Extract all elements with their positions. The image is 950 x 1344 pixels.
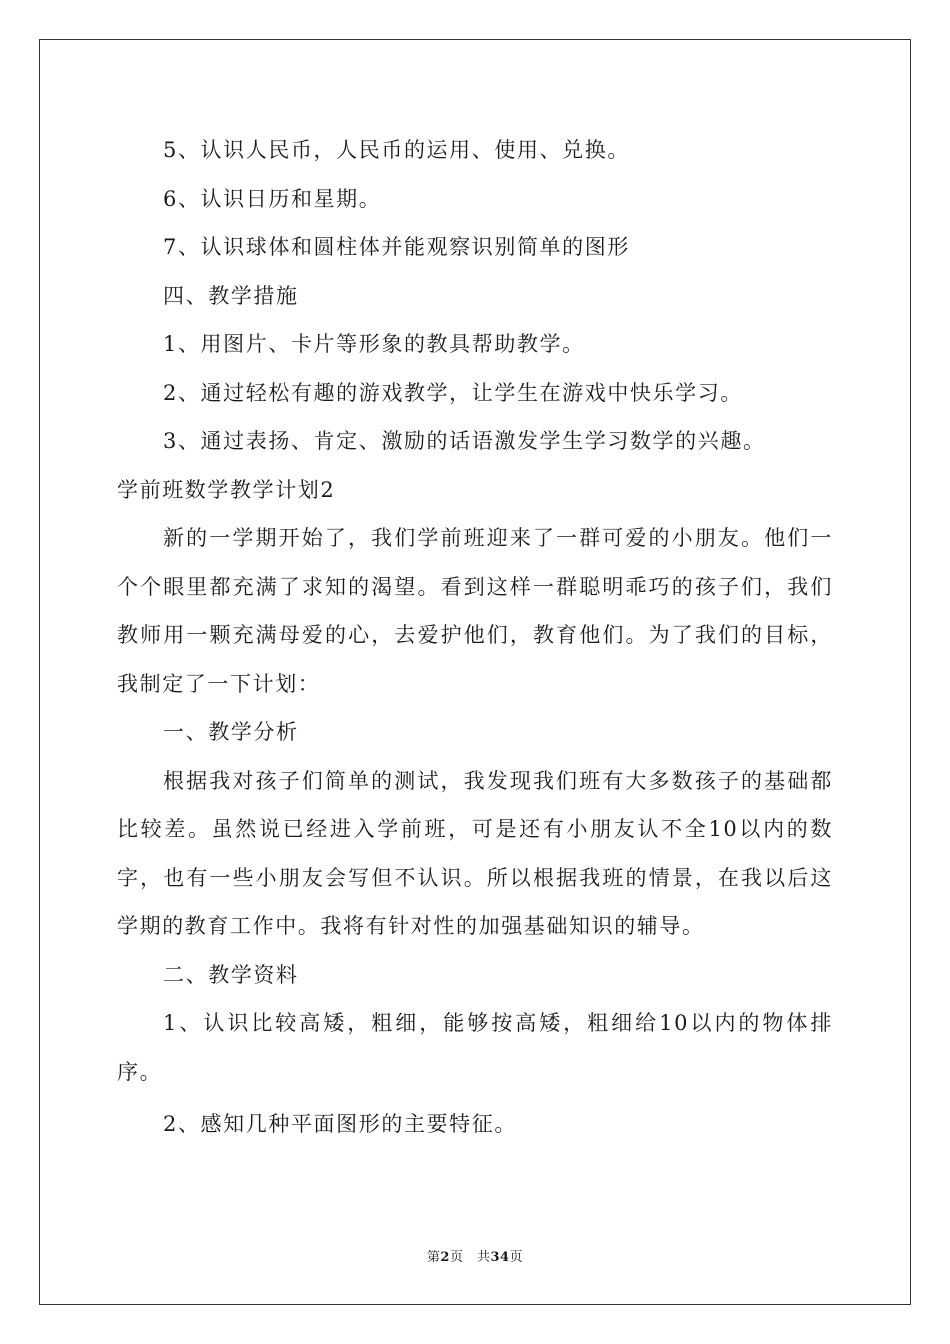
list-item: 3、通过表扬、肯定、激励的话语激发学生学习数学的兴趣。 [163, 429, 766, 453]
page-footer [0, 1246, 950, 1265]
intro-paragraph: 新的一学期开始了，我们学前班迎来了一群可爱的小朋友。他们一个个眼里都充满了求知的渴望。看到这样一群聪明乖巧的孩子们，我们教师用一颗充满母爱的心，去爱护他们，教育他们。为了我们的目标，我制定了一下计划： [117, 526, 833, 696]
section-heading-materials: 二、教学资料 [163, 962, 299, 987]
analysis-paragraph: 根据我对孩子们简单的测试，我发现我们班有大多数孩子的基础都比较差。虽然说已经进入学前班，可是还有小朋友认不全10以内的数字，也有一些小朋友会写但不认识。所以根据我班的情景，在我以后这学期的教育工作中。我将有针对性的加强基础知识的辅导。 [117, 768, 833, 938]
list-item: 6、认识日历和星期。 [163, 186, 382, 211]
list-item: 7、认识球体和圆柱体并能观察识别简单的图形 [163, 235, 630, 259]
materials-item: 2、感知几种平面图形的主要特征。 [163, 1112, 517, 1136]
footer-suffix: 页 [509, 1250, 524, 1265]
section-heading-measures: 四、教学措施 [163, 283, 299, 308]
materials-item: 1、认识比较高矮，粗细，能够按高矮，粗细给10以内的物体排序。 [117, 1011, 833, 1084]
list-item: 1、用图片、卡片等形象的教具帮助教学。 [163, 332, 585, 356]
section-heading-analysis: 一、教学分析 [163, 720, 299, 744]
footer-mid: 页 共 [449, 1250, 491, 1265]
current-page-number: 2 [440, 1250, 450, 1265]
document-body [117, 126, 833, 1149]
list-item: 5、认识人民币，人民币的运用、使用、兑换。 [163, 138, 630, 162]
total-page-count: 34 [490, 1250, 510, 1265]
footer-prefix: 第 [426, 1250, 441, 1265]
document-section-title: 学前班数学教学计划2 [117, 477, 336, 502]
list-item: 2、通过轻松有趣的游戏教学，让学生在游戏中快乐学习。 [163, 380, 743, 405]
